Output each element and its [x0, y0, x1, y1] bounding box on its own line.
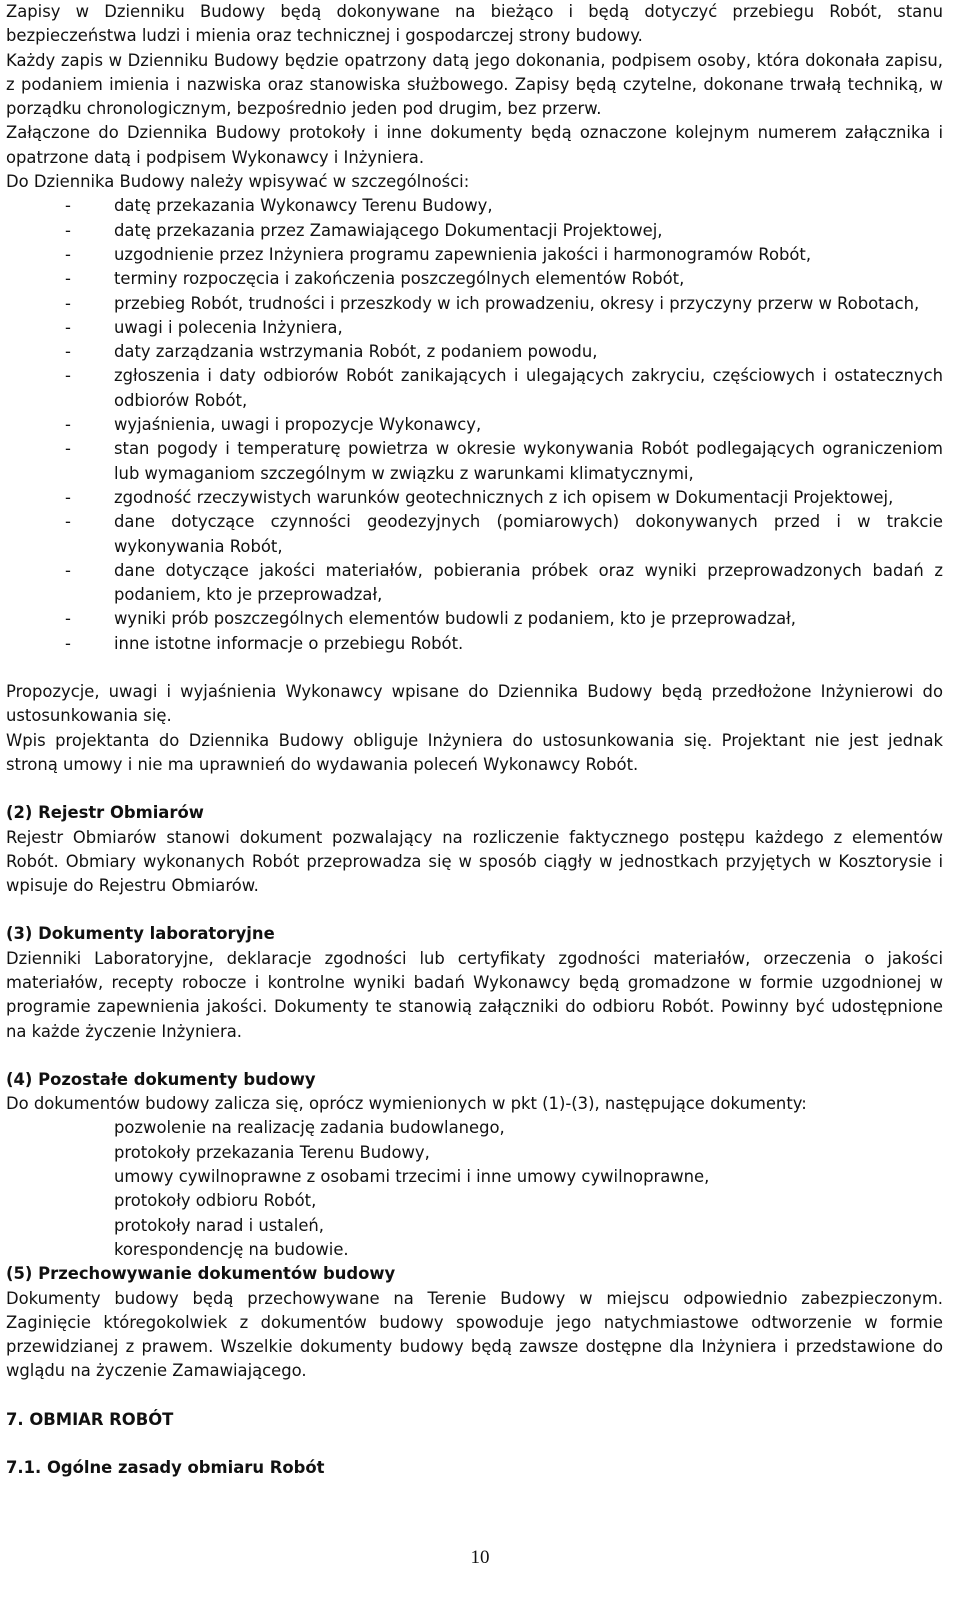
list-item: - zgłoszenia i daty odbiorów Robót zanikających i ulegających zakryciu, częściowych i ostatecznych odbiorów Robót, [65, 366, 943, 410]
dash-bullet: - [65, 439, 71, 459]
dash-bullet: - [65, 317, 71, 337]
list-item: pozwolenie na realizację zadania budowlanego, [114, 1118, 505, 1138]
paragraph-laboratory-documents: Dzienniki Laboratoryjne, deklaracje zgodności lub certyfikaty zgodności materiałów, orzeczenia o jakości materiałów, recepty robocze i kontrolne wyniki badań Wykonawcy będą gromadzone w formie uzgodnionej w programie zapewnienia jakości. Dokumenty te stanowią załączniki do odbioru Robót. Powinny być udostępnione na każde życzenie Inżyniera. [6, 948, 943, 1041]
paragraph-attachments: Załączone do Dziennika Budowy protokoły i inne dokumenty będą oznaczone kolejnym numerem załącznika i opatrzone datą i podpisem Wykonawcy i Inżyniera. [6, 123, 943, 167]
spacer [6, 1432, 943, 1456]
paragraph-other-documents-intro: Do dokumentów budowy zalicza się, oprócz wymienionych w pkt (1)-(3), następujące dokumenty: [6, 1094, 807, 1114]
list-item: protokoły przekazania Terenu Budowy, [114, 1142, 430, 1162]
list-item: - daty zarządzania wstrzymania Robót, z podaniem powodu, [6, 340, 943, 364]
list-item: - terminy rozpoczęcia i zakończenia poszczególnych elementów Robót, [6, 267, 943, 291]
dash-bullet: - [65, 293, 71, 313]
list-item: - datę przekazania Wykonawcy Terenu Budowy, [6, 194, 943, 218]
dash-bullet: - [65, 633, 71, 653]
list-item: - inne istotne informacje o przebiegu Robót. [6, 632, 943, 656]
dash-bullet: - [65, 342, 71, 362]
list-item: - przebieg Robót, trudności i przeszkody w ich prowadzeniu, okresy i przyczyny przerw w Robotach, [6, 292, 943, 316]
spacer [6, 898, 943, 922]
section-heading-laboratory-documents: (3) Dokumenty laboratoryjne [6, 924, 275, 944]
diary-items-list [6, 194, 943, 656]
list-item: - wyniki prób poszczególnych elementów budowli z podaniem, kto je przeprowadzał, [6, 607, 943, 631]
dash-bullet: - [65, 487, 71, 507]
list-item: - stan pogody i temperaturę powietrza w okresie wykonywania Robót podlegających ograniczeniom lub wymaganiom szczególnym w związku z warunkami klimatycznymi, [65, 439, 943, 483]
other-documents-list [6, 1116, 943, 1262]
list-item: - uwagi i polecenia Inżyniera, [6, 316, 943, 340]
list-item: - uzgodnienie przez Inżyniera programu zapewnienia jakości i harmonogramów Robót, [6, 243, 943, 267]
paragraph-measurement-register: Rejestr Obmiarów stanowi dokument pozwalający na rozliczenie faktycznego postępu każdego z elementów Robót. Obmiary wykonanych Robót przeprowadza się w sposób ciągły w jednostkach przyjętych w Kosztorysie i wpisuje do Rejestru Obmiarów. [6, 827, 943, 896]
spacer [6, 1044, 943, 1068]
paragraph-document-storage: Dokumenty budowy będą przechowywane na Terenie Budowy w miejscu odpowiednio zabezpieczonym. Zaginięcie któregokolwiek z dokumentów budowy spowoduje jego natychmiastowe odtworzenie w formie przewidzianej z prawem. Wszelkie dokumenty budowy będą zawsze dostępne dla Inżyniera i przedstawione do wglądu na życzenie Zamawiającego. [6, 1288, 943, 1381]
dash-bullet: - [65, 560, 71, 580]
spacer [6, 777, 943, 801]
page-number: 10 [470, 1547, 490, 1568]
dash-bullet: - [65, 269, 71, 289]
chapter-heading-measurement: 7. OBMIAR ROBÓT [6, 1409, 174, 1429]
dash-bullet: - [65, 220, 71, 240]
spacer [6, 1384, 943, 1408]
dash-bullet: - [65, 415, 71, 435]
dash-bullet: - [65, 196, 71, 216]
list-item: protokoły odbioru Robót, [114, 1191, 317, 1211]
section-heading-other-documents: (4) Pozostałe dokumenty budowy [6, 1069, 316, 1089]
list-item: protokoły narad i ustaleń, [114, 1215, 324, 1235]
paragraph-diary-entries: Zapisy w Dzienniku Budowy będą dokonywane na bieżąco i będą dotyczyć przebiegu Robót, stanu bezpieczeństwa ludzi i mienia oraz technicznej i gospodarczej strony budowy. [6, 2, 943, 46]
dash-bullet: - [65, 512, 71, 532]
list-item: - dane dotyczące jakości materiałów, pobierania próbek oraz wyniki przeprowadzonych badań z podaniem, kto je przeprowadzał, [65, 560, 943, 605]
paragraph-proposals: Propozycje, uwagi i wyjaśnienia Wykonawcy wpisane do Dziennika Budowy będą przedłożone Inżynierowi do ustosunkowania się. [6, 682, 943, 726]
dash-bullet: - [65, 244, 71, 264]
list-item: - dane dotyczące czynności geodezyjnych (pomiarowych) dokonywanych przed i w trakcie wykonywania Robót, [65, 512, 943, 556]
section-heading-document-storage: (5) Przechowywanie dokumentów budowy [6, 1264, 396, 1284]
list-item: - zgodność rzeczywistych warunków geotechnicznych z ich opisem w Dokumentacji Projektowej, [6, 486, 943, 510]
subchapter-heading-general-rules: 7.1. Ogólne zasady obmiaru Robót [6, 1458, 325, 1478]
dash-bullet: - [65, 366, 71, 386]
spacer [6, 656, 943, 680]
paragraph-list-intro: Do Dziennika Budowy należy wpisywać w szczególności: [6, 172, 470, 192]
list-item: korespondencję na budowie. [114, 1239, 349, 1259]
list-item: umowy cywilnoprawne z osobami trzecimi i inne umowy cywilnoprawne, [114, 1167, 710, 1187]
paragraph-designer-entry: Wpis projektanta do Dziennika Budowy obliguje Inżyniera do ustosunkowania się. Projektant nie jest jednak stroną umowy i nie ma uprawnień do wydawania poleceń Wykonawcy Robót. [6, 730, 943, 774]
document-page [6, 0, 943, 1480]
section-heading-measurement-register: (2) Rejestr Obmiarów [6, 803, 204, 823]
paragraph-entry-signing: Każdy zapis w Dzienniku Budowy będzie opatrzony datą jego dokonania, podpisem osoby, która dokonała zapisu, z podaniem imienia i nazwiska oraz stanowiska służbowego. Zapisy będą czytelne, dokonane trwałą techniką, w porządku chronologicznym, bezpośrednio jeden pod drugim, bez przerw. [6, 50, 943, 119]
list-item: - wyjaśnienia, uwagi i propozycje Wykonawcy, [6, 413, 943, 437]
list-item: - datę przekazania przez Zamawiającego Dokumentacji Projektowej, [6, 219, 943, 243]
dash-bullet: - [65, 609, 71, 629]
